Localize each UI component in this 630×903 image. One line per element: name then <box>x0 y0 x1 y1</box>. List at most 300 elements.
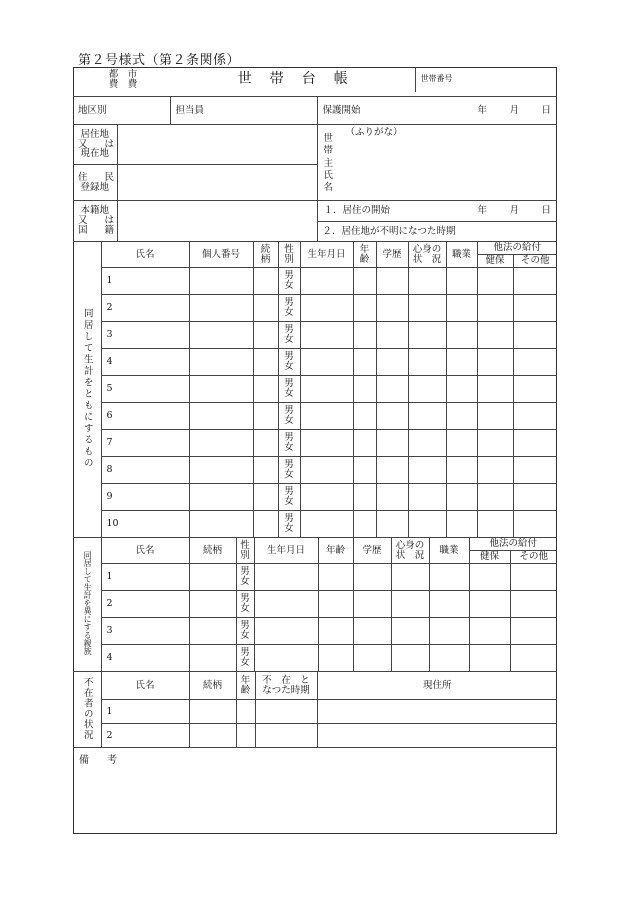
cell-health[interactable] <box>408 349 446 376</box>
cell-birth[interactable] <box>300 430 353 457</box>
absent-table <box>73 671 557 748</box>
row-number: 2 <box>101 591 189 618</box>
cell-personal-no[interactable] <box>189 349 253 376</box>
cell-age[interactable] <box>353 349 376 376</box>
resident-l2: 登録地 <box>80 181 109 193</box>
female-label: 女 <box>284 388 294 399</box>
head-char-3: 主 <box>323 157 334 169</box>
ab-age-text: 年齢 <box>240 674 251 696</box>
cell-health[interactable] <box>391 564 429 591</box>
cell-personal-no[interactable] <box>189 268 253 295</box>
cell-sex[interactable] <box>236 618 254 645</box>
cell-job[interactable] <box>446 322 477 349</box>
male-label: 男 <box>284 270 294 282</box>
cell-health[interactable] <box>408 376 446 403</box>
ch-sex-text: 性別 <box>284 243 294 265</box>
cohabit-row <box>73 349 557 376</box>
domicile-l2a: 又 <box>78 215 88 227</box>
male-label: 男 <box>284 486 294 498</box>
cell-sex[interactable] <box>278 322 300 349</box>
sp-birth: 生年月日 <box>254 538 318 564</box>
residence-l2b: は <box>104 138 114 150</box>
cell-health[interactable] <box>408 322 446 349</box>
cell-birth[interactable] <box>300 349 353 376</box>
cell-health[interactable] <box>408 511 446 538</box>
district-label: 地区別 <box>78 104 107 116</box>
cell-birth[interactable] <box>300 511 353 538</box>
cell-job[interactable] <box>446 295 477 322</box>
cell-relation[interactable] <box>189 724 236 748</box>
cell-health[interactable] <box>391 591 429 618</box>
male-label: 男 <box>284 324 294 336</box>
cell-other[interactable] <box>510 618 557 645</box>
cell-other[interactable] <box>510 564 557 591</box>
cell-education[interactable] <box>353 564 391 591</box>
cell-health[interactable] <box>408 484 446 511</box>
staff-field[interactable] <box>170 97 317 125</box>
cell-relation[interactable] <box>253 268 278 295</box>
cell-other[interactable] <box>513 457 557 484</box>
cell-other[interactable] <box>513 349 557 376</box>
female-label: 女 <box>284 523 294 534</box>
separate-row <box>73 564 557 591</box>
address-table <box>73 124 557 242</box>
remarks-label-a: 備 <box>79 755 89 766</box>
separate-side-cell <box>73 538 101 672</box>
cell-insurance[interactable] <box>477 511 513 538</box>
cohabit-row <box>73 403 557 430</box>
cell-age[interactable] <box>353 403 376 430</box>
cell-other[interactable] <box>510 591 557 618</box>
cell-relation[interactable] <box>189 645 236 672</box>
city-line1: 都 市 <box>108 68 138 80</box>
cohabit-row <box>73 322 557 349</box>
form-title: 第２号様式（第２条関係） <box>78 53 241 68</box>
remarks-field[interactable] <box>73 747 557 834</box>
cell-relation[interactable] <box>253 457 278 484</box>
cell-insurance[interactable] <box>477 430 513 457</box>
cell-other[interactable] <box>513 430 557 457</box>
ch-education: 学歴 <box>376 242 408 268</box>
residence-unknown-field[interactable] <box>317 222 557 242</box>
female-label: 女 <box>240 630 250 641</box>
cell-age[interactable] <box>318 618 353 645</box>
cell-insurance[interactable] <box>469 564 510 591</box>
cell-other[interactable] <box>510 645 557 672</box>
male-label: 男 <box>284 432 294 444</box>
resident-field[interactable] <box>117 165 317 201</box>
residence-unknown-label: ２．居住地が不明になつた時期 <box>322 225 456 237</box>
head-char-1: 世 <box>323 133 334 144</box>
rs-month: 月 <box>509 205 520 216</box>
sp-other-benefit: 他法の給付 <box>469 538 557 551</box>
residence-start-field[interactable] <box>317 201 557 222</box>
cell-insurance[interactable] <box>477 403 513 430</box>
cell-relation[interactable] <box>253 403 278 430</box>
cell-insurance[interactable] <box>477 322 513 349</box>
sp-education: 学歴 <box>353 538 391 564</box>
cell-relation[interactable] <box>253 484 278 511</box>
cell-personal-no[interactable] <box>189 430 253 457</box>
cell-job[interactable] <box>446 484 477 511</box>
cell-birth[interactable] <box>254 618 318 645</box>
cohabit-row <box>73 511 557 538</box>
cell-relation[interactable] <box>189 591 236 618</box>
cell-birth[interactable] <box>300 322 353 349</box>
cell-relation[interactable] <box>253 322 278 349</box>
male-label: 男 <box>284 297 294 309</box>
cell-absent-time[interactable] <box>255 700 317 724</box>
residence-l1: 居住地 <box>80 128 109 140</box>
female-label: 女 <box>284 334 294 345</box>
cell-health[interactable] <box>391 645 429 672</box>
cell-job[interactable] <box>446 403 477 430</box>
sp-other: その他 <box>510 551 557 564</box>
cell-insurance[interactable] <box>477 376 513 403</box>
ab-current-address: 現住所 <box>317 672 557 700</box>
male-label: 男 <box>284 351 294 363</box>
sp-insurance: 健保 <box>469 551 510 564</box>
ab-age <box>236 672 255 700</box>
row-number: 6 <box>101 403 189 430</box>
year-label: 年 <box>477 105 488 116</box>
row-number: 1 <box>101 268 189 295</box>
sp-health <box>391 538 429 564</box>
cell-education[interactable] <box>376 268 408 295</box>
cell-insurance[interactable] <box>477 295 513 322</box>
sp-sex-text: 性別 <box>240 539 250 561</box>
cohabit-row <box>73 268 557 295</box>
cell-age[interactable] <box>353 430 376 457</box>
district-table <box>73 96 557 125</box>
ch-job: 職業 <box>446 242 477 268</box>
cell-job[interactable] <box>446 457 477 484</box>
cell-insurance[interactable] <box>477 268 513 295</box>
cell-sex[interactable] <box>278 376 300 403</box>
cell-birth[interactable] <box>300 376 353 403</box>
residence-label-cell <box>73 125 117 165</box>
cell-education[interactable] <box>376 511 408 538</box>
residence-l2a: 又 <box>78 138 88 150</box>
row-number: 5 <box>101 376 189 403</box>
cell-sex[interactable] <box>278 349 300 376</box>
sp-health-l1: 心身の <box>395 539 425 551</box>
row-number: 8 <box>101 457 189 484</box>
cell-job[interactable] <box>429 645 469 672</box>
cell-insurance[interactable] <box>477 349 513 376</box>
cell-age[interactable] <box>318 645 353 672</box>
cell-education[interactable] <box>376 430 408 457</box>
ch-other: その他 <box>513 255 557 268</box>
domicile-label-cell <box>73 201 117 242</box>
cell-relation[interactable] <box>253 376 278 403</box>
row-number: 4 <box>101 349 189 376</box>
cell-other[interactable] <box>513 295 557 322</box>
cell-personal-no[interactable] <box>189 376 253 403</box>
cell-health[interactable] <box>408 295 446 322</box>
ab-name: 氏名 <box>101 672 189 700</box>
cell-sex[interactable] <box>236 564 254 591</box>
row-number: 2 <box>101 724 189 748</box>
separate-row <box>73 591 557 618</box>
cell-age[interactable] <box>353 484 376 511</box>
cell-health[interactable] <box>408 430 446 457</box>
rs-day: 日 <box>541 205 552 216</box>
day-label: 日 <box>541 105 552 116</box>
cell-sex[interactable] <box>236 645 254 672</box>
ch-health-l1: 心身の <box>412 243 442 255</box>
ch-name: 氏名 <box>101 242 189 268</box>
female-label: 女 <box>284 442 294 453</box>
cell-age[interactable] <box>353 511 376 538</box>
cell-relation[interactable] <box>253 511 278 538</box>
cell-health[interactable] <box>408 403 446 430</box>
cell-current-address[interactable] <box>317 700 557 724</box>
female-label: 女 <box>240 576 250 587</box>
ch-relation-text: 続柄 <box>260 243 271 265</box>
female-label: 女 <box>284 280 294 291</box>
cell-insurance[interactable] <box>469 591 510 618</box>
residence-l3: 現在地 <box>80 148 109 160</box>
city-line2: 費 費 <box>108 78 138 90</box>
cell-insurance[interactable] <box>477 457 513 484</box>
absent-side-cell <box>73 672 101 748</box>
cell-health[interactable] <box>391 618 429 645</box>
cell-current-address[interactable] <box>317 724 557 748</box>
absent-row <box>73 724 557 748</box>
cohabit-row <box>73 295 557 322</box>
cell-age[interactable] <box>353 376 376 403</box>
cohabit-side-cell <box>73 242 101 538</box>
household-no-cell[interactable] <box>415 67 557 92</box>
female-label: 女 <box>284 307 294 318</box>
cell-sex[interactable] <box>278 268 300 295</box>
cell-birth[interactable] <box>254 591 318 618</box>
domicile-l3a: 国 <box>78 224 88 236</box>
female-label: 女 <box>240 657 250 668</box>
cell-insurance[interactable] <box>469 618 510 645</box>
cell-personal-no[interactable] <box>189 457 253 484</box>
residence-start-label: １．居住の開始 <box>323 205 391 216</box>
cell-sex[interactable] <box>278 457 300 484</box>
separate-table <box>73 537 557 672</box>
cell-age[interactable] <box>318 591 353 618</box>
female-label: 女 <box>284 361 294 372</box>
cell-birth[interactable] <box>300 484 353 511</box>
furigana-label: （ふりがな） <box>345 127 403 138</box>
cell-other[interactable] <box>513 403 557 430</box>
cell-education[interactable] <box>353 618 391 645</box>
cell-education[interactable] <box>376 457 408 484</box>
cohabit-row <box>73 484 557 511</box>
cell-sex[interactable] <box>278 430 300 457</box>
cell-age[interactable] <box>353 268 376 295</box>
header-table <box>73 67 557 92</box>
cell-job[interactable] <box>446 376 477 403</box>
cohabit-row <box>73 376 557 403</box>
row-number: 1 <box>101 700 189 724</box>
ch-health <box>408 242 446 268</box>
head-name-label <box>324 133 334 195</box>
cell-birth[interactable] <box>300 295 353 322</box>
cell-relation[interactable] <box>253 295 278 322</box>
row-number: 3 <box>101 618 189 645</box>
male-label: 男 <box>240 647 250 659</box>
row-number: 1 <box>101 564 189 591</box>
cell-insurance[interactable] <box>469 645 510 672</box>
domicile-field[interactable] <box>117 201 317 242</box>
cell-birth[interactable] <box>300 403 353 430</box>
cell-age[interactable] <box>353 322 376 349</box>
cell-other[interactable] <box>513 322 557 349</box>
female-label: 女 <box>284 469 294 480</box>
cell-sex[interactable] <box>278 511 300 538</box>
cell-sex[interactable] <box>278 295 300 322</box>
cell-education[interactable] <box>376 295 408 322</box>
protection-start-field[interactable] <box>317 97 557 125</box>
cell-job[interactable] <box>446 511 477 538</box>
row-number: 3 <box>101 322 189 349</box>
residence-field[interactable] <box>117 125 317 165</box>
domicile-l3b: 籍 <box>104 224 114 236</box>
domicile-l1: 本籍地 <box>80 205 109 217</box>
male-label: 男 <box>284 513 294 525</box>
cell-age[interactable] <box>353 457 376 484</box>
cell-birth[interactable] <box>254 564 318 591</box>
head-char-2: 帯 <box>323 145 334 157</box>
cell-health[interactable] <box>408 268 446 295</box>
absent-side-label: 不在者の状況 <box>81 676 93 740</box>
male-label: 男 <box>240 620 250 632</box>
city-cell <box>73 67 173 92</box>
cell-job[interactable] <box>429 618 469 645</box>
district-field[interactable] <box>73 97 170 125</box>
male-label: 男 <box>284 405 294 417</box>
cell-sex[interactable] <box>278 484 300 511</box>
cell-personal-no[interactable] <box>189 322 253 349</box>
cell-job[interactable] <box>429 564 469 591</box>
cell-job[interactable] <box>429 591 469 618</box>
ch-insurance: 健保 <box>477 255 513 268</box>
cell-education[interactable] <box>376 322 408 349</box>
resident-l1a: 住 <box>78 171 88 183</box>
month-label: 月 <box>509 105 520 116</box>
ab-absent-time-l1: 不 在 と <box>262 674 310 686</box>
cell-age[interactable] <box>236 724 255 748</box>
row-number: 2 <box>101 295 189 322</box>
cell-birth[interactable] <box>254 645 318 672</box>
male-label: 男 <box>284 378 294 390</box>
female-label: 女 <box>284 496 294 507</box>
ch-other-benefit: 他法の給付 <box>477 242 557 255</box>
sp-name: 氏名 <box>101 538 189 564</box>
head-char-5: 名 <box>323 182 334 194</box>
cohabit-row <box>73 430 557 457</box>
cell-education[interactable] <box>353 591 391 618</box>
row-number: 7 <box>101 430 189 457</box>
cell-other[interactable] <box>513 376 557 403</box>
cell-education[interactable] <box>376 403 408 430</box>
protection-start-label: 保護開始 <box>322 105 361 116</box>
ledger-title: 世 帯 台 帳 <box>237 71 350 88</box>
cell-insurance[interactable] <box>477 484 513 511</box>
row-number: 4 <box>101 645 189 672</box>
cell-education[interactable] <box>376 376 408 403</box>
remarks-label-b: 考 <box>107 755 117 766</box>
cohabit-row <box>73 457 557 484</box>
ab-absent-time-l2: なつた時期 <box>262 684 310 696</box>
cell-sex[interactable] <box>236 591 254 618</box>
cell-other[interactable] <box>513 484 557 511</box>
household-no-label: 世帯番号 <box>420 74 453 84</box>
domicile-l2b: は <box>104 215 114 227</box>
male-label: 男 <box>240 593 250 605</box>
cell-education[interactable] <box>376 484 408 511</box>
male-label: 男 <box>284 459 294 471</box>
cohabit-table <box>73 241 557 538</box>
cell-education[interactable] <box>353 645 391 672</box>
sp-job: 職業 <box>429 538 469 564</box>
cohabit-side-label: 同居して生計をともにするもの <box>81 307 93 469</box>
cell-birth[interactable] <box>300 268 353 295</box>
resident-label-cell <box>73 165 117 201</box>
female-label: 女 <box>284 415 294 426</box>
cell-relation[interactable] <box>253 430 278 457</box>
separate-row <box>73 645 557 672</box>
cell-age[interactable] <box>318 564 353 591</box>
rs-year: 年 <box>477 205 488 216</box>
sp-age: 年齢 <box>318 538 353 564</box>
cell-age[interactable] <box>353 295 376 322</box>
cell-health[interactable] <box>408 457 446 484</box>
cell-personal-no[interactable] <box>189 484 253 511</box>
cell-education[interactable] <box>376 349 408 376</box>
cell-sex[interactable] <box>278 403 300 430</box>
ch-health-l2: 状 況 <box>412 253 442 265</box>
ch-age-text: 年齢 <box>359 243 370 265</box>
row-number: 10 <box>101 511 189 538</box>
ab-relation: 続柄 <box>189 672 236 700</box>
separate-side-label: 同居して生計を異にする親族 <box>83 551 93 656</box>
ch-personal-no: 個人番号 <box>189 242 253 268</box>
cell-relation[interactable] <box>189 700 236 724</box>
cell-other[interactable] <box>513 268 557 295</box>
cell-relation[interactable] <box>189 564 236 591</box>
resident-l1b: 民 <box>104 171 114 183</box>
ch-relation <box>253 242 278 268</box>
cell-job[interactable] <box>446 430 477 457</box>
cell-birth[interactable] <box>300 457 353 484</box>
head-name-field[interactable] <box>317 125 557 201</box>
sp-relation: 続柄 <box>189 538 236 564</box>
cell-age[interactable] <box>236 700 255 724</box>
cell-personal-no[interactable] <box>189 295 253 322</box>
cell-relation[interactable] <box>253 349 278 376</box>
sp-sex <box>236 538 254 564</box>
absent-row <box>73 700 557 724</box>
cell-absent-time[interactable] <box>255 724 317 748</box>
cell-job[interactable] <box>446 268 477 295</box>
cell-personal-no[interactable] <box>189 511 253 538</box>
ab-absent-time <box>255 672 317 700</box>
cell-job[interactable] <box>446 349 477 376</box>
cell-personal-no[interactable] <box>189 403 253 430</box>
cell-relation[interactable] <box>189 618 236 645</box>
cell-other[interactable] <box>513 511 557 538</box>
female-label: 女 <box>240 603 250 614</box>
ch-age <box>353 242 376 268</box>
male-label: 男 <box>240 566 250 578</box>
